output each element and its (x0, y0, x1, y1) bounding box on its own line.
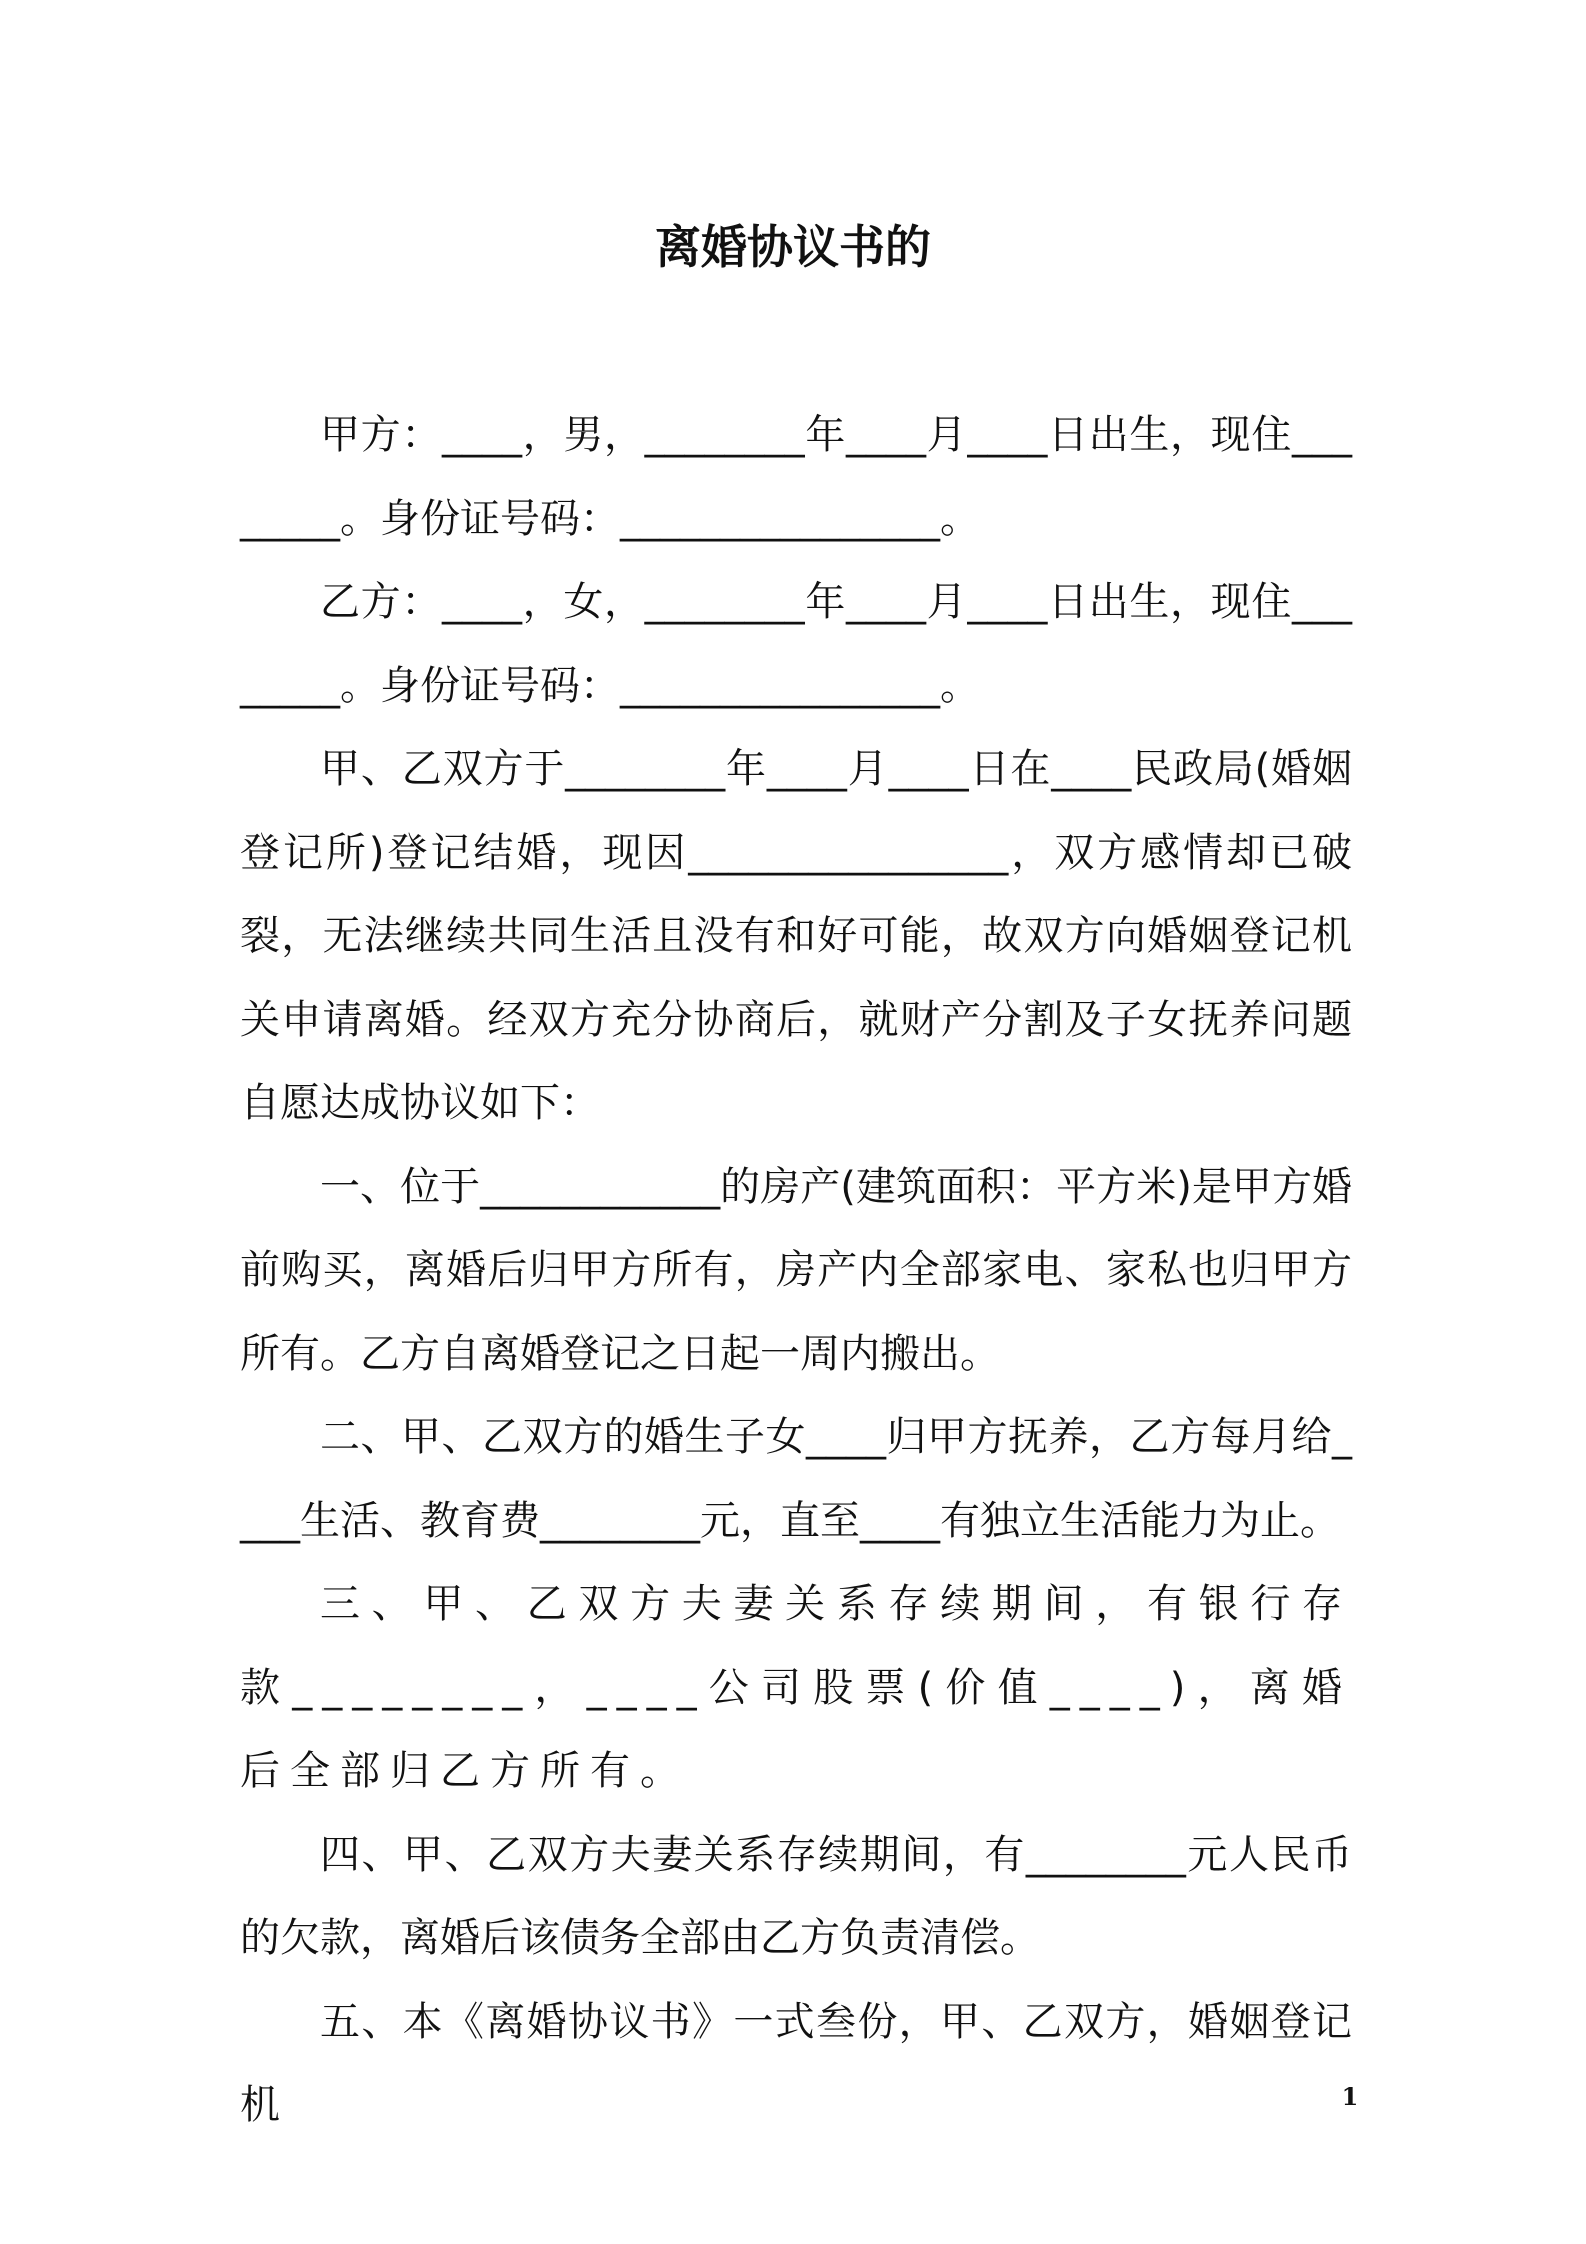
clause-5-copies: 五、本《离婚协议书》一式叁份，甲、乙双方，婚姻登记机 (240, 1998, 1352, 2128)
clause-2-child-custody: 二、甲、乙双方的婚生子女____归甲方抚养，乙方每月给____生活、教育费________元，直至____有独立生活能力为止。 (240, 1414, 1352, 1544)
clause-3-savings: 三、甲、乙双方夫妻关系存续期间，有银行存款________，____公司股票(价值____)，离婚后全部归乙方所有。 (240, 1581, 1352, 1794)
party-b-info: 乙方：____，女，________年____月____日出生，现住________。身份证号码：________________。 (240, 579, 1352, 709)
document-body (240, 394, 1352, 2148)
clause-1-property: 一、位于____________的房产(建筑面积：平方米)是甲方婚前购买，离婚后归甲方所有，房产内全部家电、家私也归甲方所有。乙方自离婚登记之日起一周内搬出。 (240, 1163, 1352, 1377)
document-title: 离婚协议书的 (655, 220, 931, 274)
party-a-info: 甲方：____，男，________年____月____日出生，现住________。身份证号码：________________。 (240, 412, 1352, 542)
page-number: 1 (1341, 2082, 1359, 2111)
marriage-background-paragraph: 甲、乙双方于________年____月____日在____民政局(婚姻登记所)登记结婚，现因________________，双方感情却已破裂，无法继续共同生活且没有和好可能，故双方向婚姻登记机关申请离婚。经双方充分协商后，就财产分割及子女抚养问题自愿达成协议如下： (240, 746, 1352, 1126)
clause-4-debt: 四、甲、乙双方夫妻关系存续期间，有________元人民币的欠款，离婚后该债务全部由乙方负责清偿。 (240, 1831, 1352, 1961)
